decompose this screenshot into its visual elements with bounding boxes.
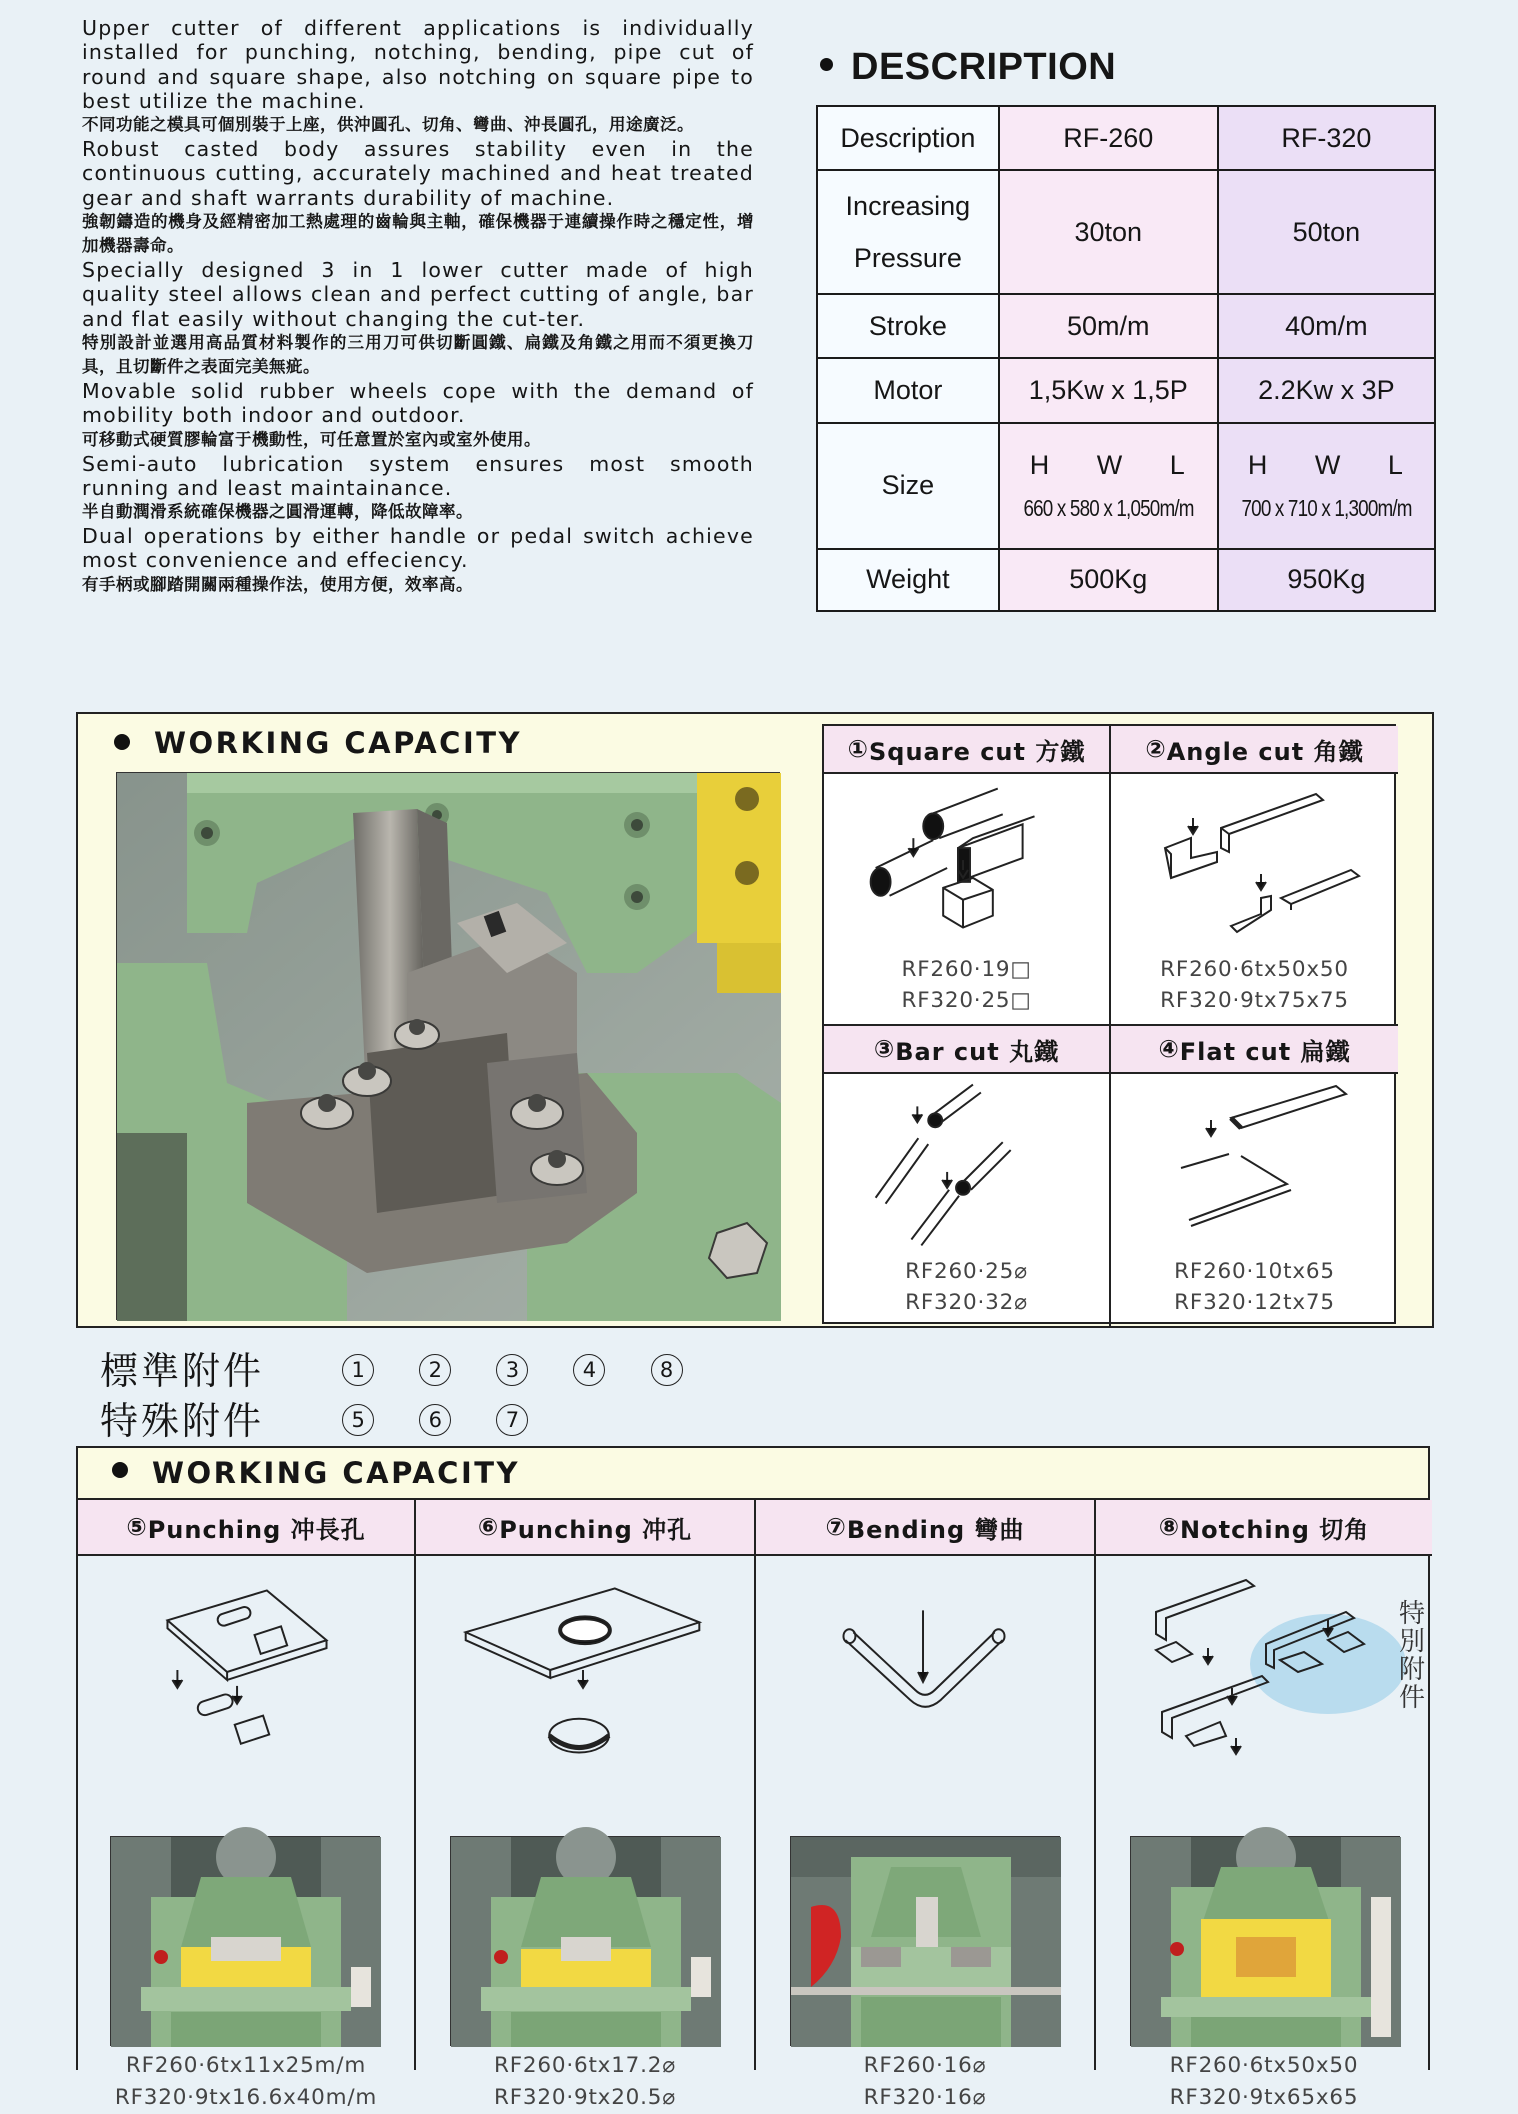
cutter-closeup-illustration — [117, 773, 781, 1321]
working-capacity-title: WORKING CAPACITY — [114, 726, 522, 760]
square-cut-label: ① Square cut 方鐵 — [824, 726, 1109, 774]
row-label: Size — [817, 423, 999, 549]
punching-slot-photo — [110, 1836, 380, 2046]
description-table — [816, 105, 1436, 612]
punching-slot-spec: RF260·6tx11x25m/m RF320·9tx16.6x40m/m — [114, 2053, 378, 2110]
accessory-number: 5 — [342, 1404, 374, 1436]
standard-accessories — [100, 1340, 713, 1395]
notching-photo — [1130, 1836, 1400, 2046]
accessory-number: 6 — [419, 1404, 451, 1436]
table-row — [817, 423, 1435, 549]
bullet-icon — [112, 1462, 128, 1478]
notching-column — [1096, 1500, 1432, 2110]
intro-en-5: Semi-auto lubrication system ensures most smooth running and least maintainance. — [82, 451, 754, 500]
bending-label: ⑦ Bending 彎曲 — [756, 1500, 1094, 1556]
notching-spec: RF260·6tx50x50 RF320·9tx65x65 — [1169, 2053, 1359, 2110]
notching-label: ⑧ Notching 切角 — [1096, 1500, 1432, 1556]
square-cut-cell — [824, 726, 1111, 1026]
cell-rf320: 40m/m — [1218, 294, 1435, 358]
punching-hole-photo — [450, 1836, 720, 2046]
cell-rf320: 50ton — [1218, 170, 1435, 294]
intro-zh-6: 有手柄或腳踏開關兩種操作法，使用方便，效率高。 — [82, 574, 473, 594]
punching-slot-label: ⑤ Punching 冲長孔 — [78, 1500, 414, 1556]
standard-accessories-label: 標準附件 — [100, 1349, 265, 1393]
table-row — [817, 170, 1435, 294]
punching-hole-spec: RF260·6tx17.2⌀ RF320·9tx20.5⌀ — [493, 2053, 677, 2110]
header-description: Description — [817, 106, 999, 170]
accessory-number: 8 — [651, 1354, 683, 1386]
accessory-number: 7 — [496, 1404, 528, 1436]
bar-cut-icon — [824, 1078, 1109, 1248]
intro-en-1: Upper cutter of different applications is individually installed for punching, notching, bending, pipe cut of round and square shape, also notching on square pipe to best utilize the machine. — [82, 16, 754, 113]
intro-zh-1: 不同功能之模具可個別裝于上座，供沖圓孔、切角、彎曲、沖長圓孔，用途廣泛。 — [82, 115, 694, 135]
cell-rf320: 950Kg — [1218, 549, 1435, 611]
intro-zh-4: 可移動式硬質膠輪富于機動性，可任意置於室內或室外使用。 — [82, 429, 541, 449]
bar-cut-spec: RF260·25⌀ RF320·32⌀ — [905, 1259, 1028, 1315]
row-label: Stroke — [817, 294, 999, 358]
cut-capacity-grid — [822, 724, 1396, 1324]
header-rf260: RF-260 — [999, 106, 1218, 170]
description-title: DESCRIPTION — [820, 46, 1116, 89]
intro-zh-2: 強韌鑄造的機身及經精密加工熱處理的齒輪與主軸，確保機器于連續操作時之穩定性，增加機器壽命。 — [82, 212, 754, 256]
bullet-icon — [114, 734, 130, 750]
working-capacity-panel — [76, 712, 1434, 1328]
intro-text — [82, 16, 754, 597]
bending-photo — [790, 1836, 1060, 2046]
accessory-number: 1 — [342, 1354, 374, 1386]
row-label: Motor — [817, 358, 999, 422]
angle-cut-label: ② Angle cut 角鐵 — [1111, 726, 1398, 774]
working-capacity-title-2: WORKING CAPACITY — [78, 1448, 1428, 1500]
cell-rf260: H W L 660 x 580 x 1,050m/m — [999, 423, 1218, 549]
angle-cut-spec: RF260·6tx50x50 RF320·9tx75x75 — [1160, 957, 1349, 1013]
cell-rf260: 500Kg — [999, 549, 1218, 611]
row-label: Increasing Pressure — [817, 170, 999, 294]
machine-photo — [791, 1837, 1061, 2047]
punching-slot-icon — [78, 1560, 414, 1780]
cell-rf260: 1,5Kw x 1,5P — [999, 358, 1218, 422]
notching-icon — [1096, 1560, 1432, 1780]
special-accessories-label: 特殊附件 — [100, 1399, 265, 1443]
angle-cut-cell — [1111, 726, 1398, 1026]
special-accessories — [100, 1390, 558, 1445]
cutter-closeup-photo — [116, 772, 780, 1320]
cell-rf260: 30ton — [999, 170, 1218, 294]
machine-photo — [111, 1837, 381, 2047]
cell-rf320: H W L 700 x 710 x 1,300m/m — [1218, 423, 1435, 549]
intro-en-2: Robust casted body assures stability even in the continuous cutting, accurately machined and heat treated gear and shaft warrants durability of machine. — [82, 137, 754, 210]
punching-hole-label: ⑥ Punching 冲孔 — [416, 1500, 754, 1556]
bullet-icon — [820, 58, 833, 71]
flat-cut-spec: RF260·10tx65 RF320·12tx75 — [1174, 1259, 1335, 1315]
cell-rf260: 50m/m — [999, 294, 1218, 358]
row-label: Weight — [817, 549, 999, 611]
punching-slot-column — [78, 1500, 416, 2110]
table-row — [817, 358, 1435, 422]
bending-column — [756, 1500, 1096, 2110]
accessory-number: 4 — [573, 1354, 605, 1386]
accessory-number: 3 — [496, 1354, 528, 1386]
intro-zh-3: 特別設計並選用高品質材料製作的三用刀可供切斷圓鐵、扁鐵及角鐵之用而不須更換刀具，且切斷件之表面完美無疵。 — [82, 332, 754, 376]
punching-hole-column — [416, 1500, 756, 2110]
machine-photo — [451, 1837, 721, 2047]
special-accessory-note: 特別附件 — [1398, 1599, 1425, 1713]
accessory-number: 2 — [419, 1354, 451, 1386]
intro-en-3: Specially designed 3 in 1 lower cutter made of high quality steel allows clean and perfect cutting of angle, bar and flat easily without changing the cut-ter. — [82, 258, 754, 331]
intro-en-6: Dual operations by either handle or pedal switch achieve most convenience and effeciency. — [82, 524, 754, 573]
table-row — [817, 106, 1435, 170]
punching-hole-icon — [416, 1560, 754, 1780]
table-row — [817, 294, 1435, 358]
angle-cut-icon — [1111, 778, 1398, 948]
bending-icon — [756, 1560, 1094, 1780]
working-capacity-panel-2 — [76, 1446, 1430, 2110]
table-row — [817, 549, 1435, 611]
flat-cut-icon — [1111, 1078, 1398, 1248]
square-cut-spec: RF260·19□ RF320·25□ — [901, 957, 1032, 1013]
bar-cut-cell — [824, 1026, 1111, 1326]
square-cut-icon — [824, 778, 1109, 948]
flat-cut-label: ④ Flat cut 扁鐵 — [1111, 1026, 1398, 1074]
machine-photo — [1131, 1837, 1401, 2047]
bar-cut-label: ③ Bar cut 丸鐵 — [824, 1026, 1109, 1074]
intro-zh-5: 半自動潤滑系統確保機器之圓滑運轉，降低故障率。 — [82, 502, 473, 522]
header-rf320: RF-320 — [1218, 106, 1435, 170]
flat-cut-cell — [1111, 1026, 1398, 1326]
bending-spec: RF260·16⌀ RF320·16⌀ — [863, 2053, 987, 2110]
intro-en-4: Movable solid rubber wheels cope with the demand of mobility both indoor and outdoor. — [82, 378, 754, 428]
cell-rf320: 2.2Kw x 3P — [1218, 358, 1435, 422]
